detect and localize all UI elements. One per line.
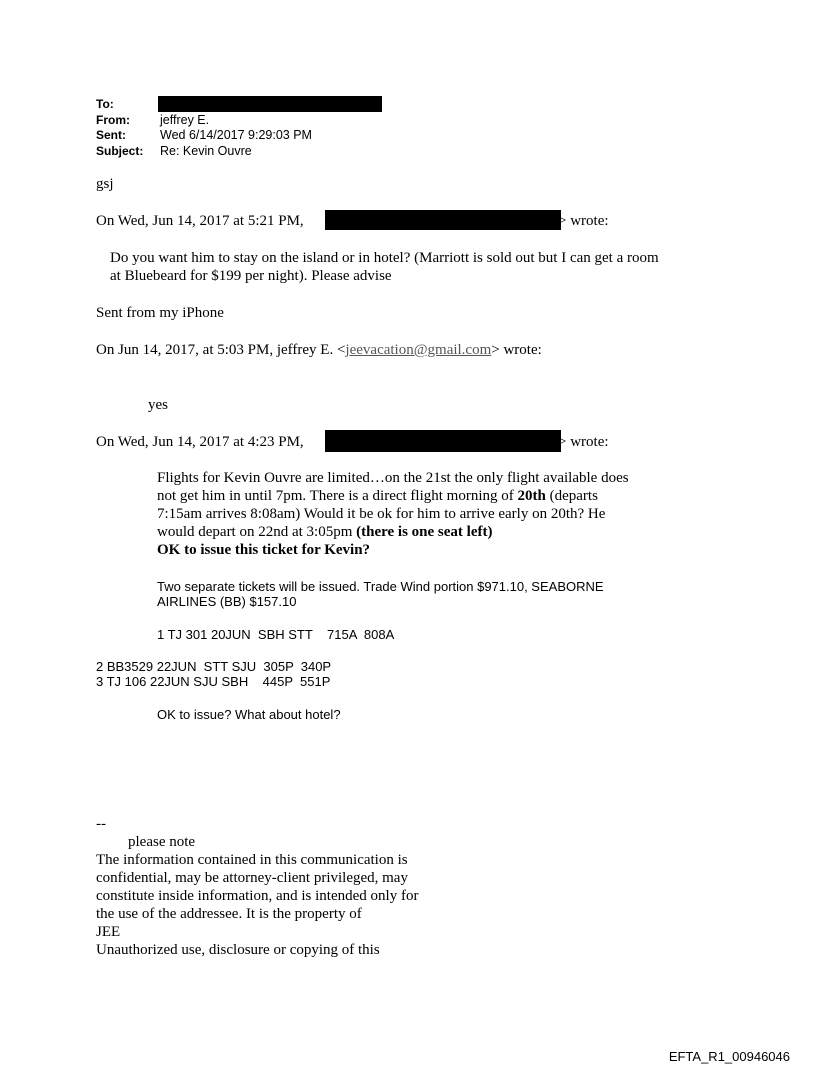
to-label: To: — [96, 97, 114, 111]
subject-value: Re: Kevin Ouvre — [160, 144, 252, 158]
disclaimer-line: Unauthorized use, disclosure or copying of this — [96, 942, 380, 958]
flights-line1: Flights for Kevin Ouvre are limited…on the 21st the only flight available does — [157, 470, 629, 486]
tickets-line1: Two separate tickets will be issued. Trade Wind portion $971.10, SEABORNE — [157, 579, 604, 594]
email-link[interactable]: jeevacation@gmail.com — [345, 342, 492, 358]
subject-label: Subject: — [96, 144, 144, 158]
reply-text: gsj — [96, 176, 114, 192]
tickets-line2: AIRLINES (BB) $157.10 — [157, 594, 297, 609]
flights-line3: 7:15am arrives 8:08am) Would it be ok for him to arrive early on 20th? He — [157, 506, 606, 522]
signature-separator: -- — [96, 816, 106, 832]
issue-ticket-question: OK to issue this ticket for Kevin? — [157, 542, 371, 558]
itinerary-line1: 1 TJ 301 20JUN SBH STT 715A 808A — [157, 627, 395, 642]
quote2-attribution — [96, 341, 542, 359]
quote1-line2: at Bluebeard for $199 per night). Please advise — [110, 268, 392, 284]
quote1-wrote: > wrote: — [558, 213, 609, 229]
disclaimer-line: the use of the addressee. It is the property of — [96, 906, 362, 922]
quote1-attribution: On Wed, Jun 14, 2017 at 5:21 PM, — [96, 213, 304, 229]
document-id: EFTA_R1_00946046 — [668, 1049, 790, 1064]
please-note: please note — [128, 834, 196, 850]
itinerary-line3: 3 TJ 106 22JUN SJU SBH 445P 551P — [96, 674, 331, 689]
flights-line4-text: would depart on 22nd at 3:05pm — [157, 524, 357, 540]
sent-label: Sent: — [96, 128, 126, 142]
from-label: From: — [96, 113, 130, 127]
redacted-sender-1 — [325, 210, 561, 230]
flights-line2-end: (departs — [545, 488, 598, 504]
from-value: jeffrey E. — [160, 113, 210, 127]
redacted-sender-2 — [325, 430, 561, 452]
quote1-line1: Do you want him to stay on the island or in hotel? (Marriott is sold out but I can get a room — [110, 250, 659, 266]
flights-date-bold: 20th — [517, 488, 546, 504]
disclaimer-line: JEE — [96, 924, 121, 940]
quote3-wrote: > wrote: — [558, 434, 609, 450]
signature: Sent from my iPhone — [96, 305, 224, 321]
flights-line5 — [157, 541, 370, 559]
redacted-recipient — [158, 96, 382, 112]
quote2-prefix: On Jun 14, 2017, at 5:03 PM, jeffrey E. < — [96, 342, 346, 358]
quote3-attribution: On Wed, Jun 14, 2017 at 4:23 PM, — [96, 434, 304, 450]
yes-text: yes — [148, 397, 168, 413]
flights-line2 — [157, 487, 598, 505]
seat-left-bold: (there is one seat left) — [356, 524, 493, 540]
itinerary-line2: 2 BB3529 22JUN STT SJU 305P 340P — [96, 659, 332, 674]
disclaimer-line: confidential, may be attorney-client privileged, may — [96, 870, 408, 886]
sent-value: Wed 6/14/2017 9:29:03 PM — [160, 128, 312, 142]
ok-to-issue: OK to issue? What about hotel? — [157, 707, 341, 722]
flights-line4 — [157, 523, 492, 541]
disclaimer-line: The information contained in this communication is — [96, 852, 408, 868]
quote2-wrote: > wrote: — [491, 342, 542, 358]
disclaimer-line: constitute inside information, and is intended only for — [96, 888, 419, 904]
flights-line2-text: not get him in until 7pm. There is a direct flight morning of — [157, 488, 518, 504]
